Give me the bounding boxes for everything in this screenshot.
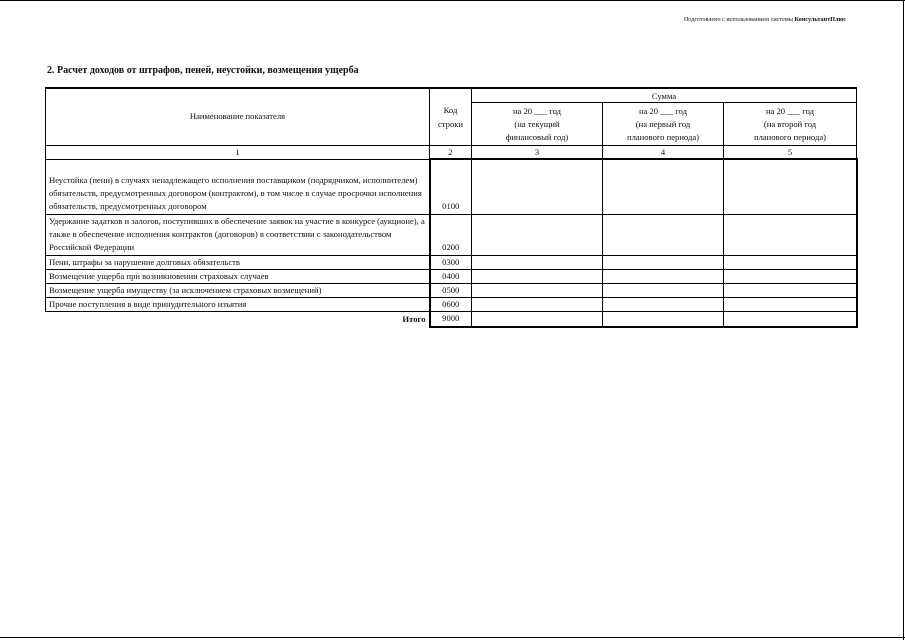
row-name: Возмещение ущерба при возникновении страховых случаев: [46, 269, 430, 283]
header-code: [430, 88, 472, 146]
header-col4-line3: планового периода): [626, 131, 700, 142]
row-value-current[interactable]: [472, 255, 603, 269]
column-number-1: 1: [46, 146, 430, 160]
total-value-current[interactable]: [472, 312, 603, 327]
header-col5: [724, 103, 857, 146]
row-value-plan1[interactable]: [603, 298, 724, 312]
column-number-5: 5: [724, 146, 857, 160]
header-name: Наименование показателя: [46, 88, 430, 146]
row-code: 0100: [430, 159, 472, 214]
page-bottom-border: [0, 637, 905, 638]
header-col5-line1: на 20 ___ год: [765, 105, 815, 116]
row-code: 0600: [430, 298, 472, 312]
row-name: Неустойка (пени) в случаях ненадлежащего исполнения поставщиком (подрядчиком, исполнителем) обязательств, предусмотренных договором (контрактом), в том числе в случае просрочки исполнения обязательств, предусмотренных договором: [46, 159, 430, 214]
total-code: 9000: [430, 312, 472, 327]
header-note: [560, 16, 846, 23]
column-number-4: 4: [603, 146, 724, 160]
row-name: Пени, штрафы за нарушение долговых обязательств: [46, 255, 430, 269]
header-note-brand: КонсультантПлюс: [794, 16, 846, 23]
table-row: [46, 255, 857, 269]
row-value-current[interactable]: [472, 283, 603, 297]
row-value-plan1[interactable]: [603, 269, 724, 283]
row-name: Удержание задатков и залогов, поступивших в обеспечение заявок на участие в конкурсе (аукционе), а также в обеспечение исполнения контрактов (договоров) в соответствии с законодательством Российской Федерации: [46, 214, 430, 255]
table-row: [46, 159, 857, 214]
table-row: [46, 283, 857, 297]
page-right-border: [903, 0, 904, 640]
table-row: [46, 298, 857, 312]
column-number-2: 2: [430, 146, 472, 160]
page-top-border: [0, 0, 905, 1]
row-value-plan1[interactable]: [603, 159, 724, 214]
row-code: 0300: [430, 255, 472, 269]
header-col5-line3: планового периода): [753, 131, 827, 142]
header-col4: [603, 103, 724, 146]
header-col3-line3: финансовый год): [505, 131, 569, 142]
row-name: Возмещение ущерба имуществу (за исключением страховых возмещений): [46, 283, 430, 297]
row-code: 0500: [430, 283, 472, 297]
income-table: [45, 87, 858, 328]
header-note-prefix: Подготовлено с использованием системы: [683, 16, 795, 23]
header-col4-line2: (на первый год: [635, 118, 691, 129]
total-value-plan1[interactable]: [603, 312, 724, 327]
row-value-current[interactable]: [472, 298, 603, 312]
row-value-plan1[interactable]: [603, 283, 724, 297]
header-col3: [472, 103, 603, 146]
row-name: Прочие поступления в виде принудительного изъятия: [46, 298, 430, 312]
table-row: [46, 214, 857, 255]
row-code: 0400: [430, 269, 472, 283]
row-value-current[interactable]: [472, 159, 603, 214]
total-value-plan2[interactable]: [724, 312, 857, 327]
row-value-plan1[interactable]: [603, 255, 724, 269]
column-number-3: 3: [472, 146, 603, 160]
row-value-current[interactable]: [472, 269, 603, 283]
row-code: 0200: [430, 214, 472, 255]
row-value-plan2[interactable]: [724, 255, 857, 269]
row-value-plan1[interactable]: [603, 214, 724, 255]
header-col5-line2: (на второй год: [763, 118, 817, 129]
header-code-text: Код строки: [437, 105, 464, 129]
row-value-current[interactable]: [472, 214, 603, 255]
table-row: [46, 269, 857, 283]
section-title: 2. Расчет доходов от штрафов, пеней, неустойки, возмещения ущерба: [47, 65, 359, 76]
row-value-plan2[interactable]: [724, 269, 857, 283]
row-value-plan2[interactable]: [724, 159, 857, 214]
total-label: Итого: [46, 312, 430, 327]
header-col3-line2: (на текущий: [514, 118, 560, 129]
row-value-plan2[interactable]: [724, 214, 857, 255]
total-row: [46, 312, 857, 327]
row-value-plan2[interactable]: [724, 283, 857, 297]
header-col3-line1: на 20 ___ год: [512, 105, 562, 116]
row-value-plan2[interactable]: [724, 298, 857, 312]
header-col4-line1: на 20 ___ год: [638, 105, 688, 116]
header-sum: Сумма: [472, 88, 857, 103]
